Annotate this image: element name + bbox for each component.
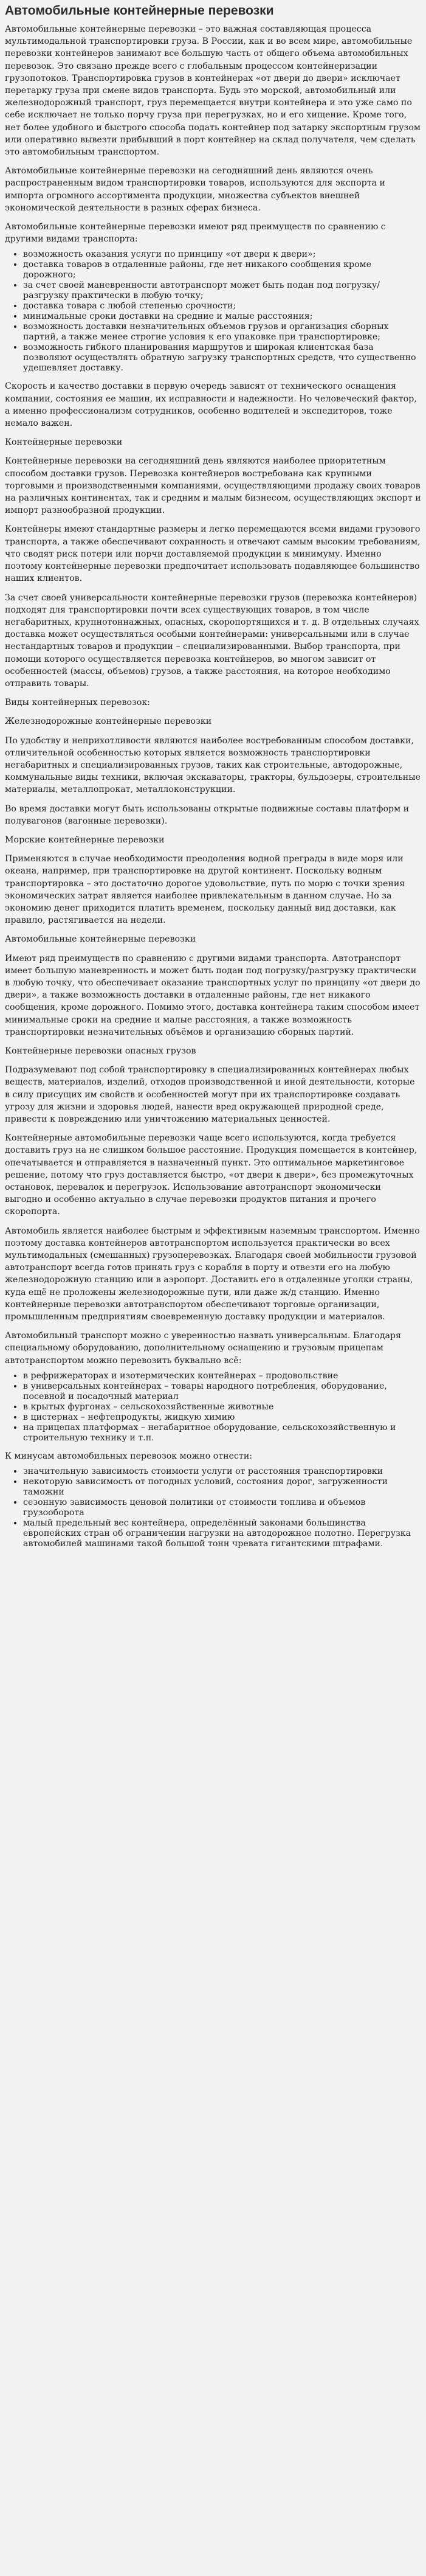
list-item: • малый предельный вес контейнера, определённый законами большинства европейских стран об ограничении нагрузки на автодорожное полотно. Перегрузка автомобилей машинами такой большой тонн чревата гигантскими штрафами. — [23, 1518, 421, 1549]
danger-paragraph: Подразумевают под собой транспортировку в специализированных контейнерах любых веществ, материалов, изделий, отходов производственной и иной деятельности, которые в силу присущих им свойств и особенностей могут при их транспортировке создавать угрозу для жизни и здоровья людей, нанести вред окружающей природной среде, привести к повреждению или уничтожению материальных ценностей. — [5, 1065, 415, 1125]
advantages-intro: Автомобильные контейнерные перевозки имеют ряд преимуществ по сравнению с другими видами транспорта: — [5, 222, 386, 245]
auto-paragraph-2: Контейнерные автомобильные перевозки чаще всего используются, когда требуется доставить груз на не слишком большое расстояние. Продукция помещается в контейнер, опечатывается и отправляется в назначенный пункт. Это оптимальное маркетинговое решение, потому что груз доставляется быстро, «от двери к двери», без промежуточных остановок, перевалок и перегрузок. Использование автотранспорт экономически выгодно и особенно актуально в случае перевозки продуктов питания и прочего скоропорта. — [5, 1133, 417, 1217]
list-item: • минимальные сроки доставки на средние и малые расстояния; — [23, 311, 421, 322]
standard-paragraph: Контейнеры имеют стандартные размеры и легко перемещаются всеми видами грузового транспорта, а также обеспечивают сохранность и отвечают самым высоким требованиям, что сводят риск потери или порчи доставляемой продукции к минимуму. Именно поэтому контейнерные перевозки предпочитает использовать подавляющее большинство наших клиентов. — [5, 524, 421, 584]
rail-heading: Железнодорожные контейнерные перевозки — [5, 717, 212, 727]
danger-heading: Контейнерные перевозки опасных грузов — [5, 1046, 196, 1056]
minuses-intro: К минусам автомобильных перевозок можно отнести: — [5, 1451, 253, 1461]
list-item: • за счет своей маневренности автотранспорт может быть подан под погрузку/разгрузку практически в любую точку; — [23, 280, 421, 301]
intro-paragraph: Автомобильные контейнерные перевозки – это важная составляющая процесса мультимодальной транспортировки груза. В России, как и во всем мире, автомобильные перевозки контейнеров занимают все большую часть от общего объема автомобильных перевозок. Это связано прежде всего с глобальным процессом контейнеризации грузопотоков. Транспортировка грузов в контейнерах «от двери до двери» исключает перетарку груза при смене видов транспорта. Будь это морской, автомобильный или железнодорожный транспорт, груз перемещается внутри контейнера и это уже само по себе исключает не только порчу груза при перегрузках, но и его хищение. Кроме того, нет более удобного и быстрого способа подать контейнер под затарку экспортным грузом или оперативно вывезти прибывший в порт контейнер на склад получателя, чем сделать это автомобильным транспортом. — [5, 24, 421, 158]
list-item: • некоторую зависимость от погодных условий, состояния дорог, загруженности таможни — [23, 1477, 421, 1498]
list-item: • в рефрижераторах и изотермических контейнерах – продовольствие — [23, 1371, 421, 1381]
auto-paragraph: Имеют ряд преимуществ по сравнению с другими видами транспорта. Автотранспорт имеет большую маневренность и может быть подан под погрузку/разгрузку практически в любую точку, что обеспечивает оказание транспортных услуг по принципу «от двери до двери», а также возможность доставки в отдаленные районы, где нет никакого сообщения, кроме дорожного. Помимо этого, доставка контейнера таким способом имеет минимальные сроки на средние и малые расстояния, а также возможность транспортировки незначительных объёмов и организацию сборных партий. — [5, 953, 421, 1037]
list-item: • значительную зависимость стоимости услуги от расстояния транспортировки — [23, 1467, 421, 1477]
list-item: • в универсальных контейнерах – товары народного потребления, оборудование, посевной и посадочный материал — [23, 1381, 421, 1402]
rail-paragraph-2: Во время доставки могут быть использованы открытые подвижные составы платформ и полувагонов (вагонные перевозки). — [5, 804, 410, 826]
list-item: • в цистернах – нефтепродукты, жидкую химию — [23, 1412, 421, 1423]
list-item: • доставка товаров в отдаленные районы, где нет никакого сообщения кроме дорожного; — [23, 260, 421, 280]
list-item: • возможность доставки незначительных объемов грузов и организация сборных партий, а также менее строгие условия к его упаковке при транспортировке; — [23, 322, 421, 342]
sea-heading: Морские контейнерные перевозки — [5, 835, 165, 845]
types-heading: Виды контейнерных перевозок: — [5, 698, 150, 708]
sea-paragraph: Применяются в случае необходимости преодоления водной преграды в виде моря или океана, например, при транспортировке на другой континент. Поскольку водным транспортировка – это достаточно дорогое удовольствие, путь по морю с точки зрения экономических затрат является наиболее привлекательным в данном случае. Но за экономию денег приходится платить временем, поскольку данный вид доставки, как правило, растягивается на недели. — [5, 854, 405, 926]
list-item: • сезонную зависимость ценовой политики от стоимости топлива и объемов грузооборота — [23, 1498, 421, 1518]
auto-heading: Автомобильные контейнерные перевозки — [5, 934, 196, 945]
list-item: • на прицепах платформах – негабаритное оборудование, сельскохозяйственную и строительную технику и т.п. — [23, 1423, 421, 1443]
container-paragraph: Контейнерные перевозки на сегодняшний день являются наиболее приоритетным способом доставки грузов. Перевозка контейнеров востребована как крупными торговыми и производственными компаниями, осуществляющими продажу своих товаров на различных континентах, так и средним и малым бизнесом, осуществляющих экспорт и импорт разнообразной продукции. — [5, 456, 421, 516]
list-item: • в крытых фургонах – сельскохозяйственные животные — [23, 1402, 421, 1412]
container-heading: Контейнерные перевозки — [5, 437, 123, 448]
speed-paragraph: Скорость и качество доставки в первую очередь зависят от технического оснащения компании, состояния ее машин, их исправности и надежности. Но человеческий фактор, а именно профессионализм сотрудников, особенно водителей и экспедиторов, тоже немало важен. — [5, 381, 417, 429]
equipment-list — [5, 1371, 421, 1443]
equipment-intro: Автомобильный транспорт можно с уверенностью назвать универсальным. Благодаря специальному оборудованию, дополнительному оснащению и грузовым прицепам автотранспортом можно перевозить буквально всё: — [5, 1331, 401, 1366]
minuses-list — [5, 1467, 421, 1549]
article-title: Автомобильные контейнерные перевозки — [5, 4, 274, 18]
list-item: • доставка товара с любой степенью срочности; — [23, 301, 421, 311]
universal-paragraph: За счет своей универсальности контейнерные перевозки грузов (перевозка контейнеров) подходят для транспортировки почти всех существующих товаров, в том числе негабаритных, крупнотоннажных, опасных, скоропортящихся и т. д. В отдельных случаях доставка может осуществляться особыми контейнерами: универсальными или в случае нестандартных товаров и продукции – специализированными. Выбор транспорта, при помощи которого осуществляется перевозка контейнеров, во многом зависит от особенностей (массы, объемов) грузов, а также расстояния, на которое необходимо отправить товары. — [5, 592, 419, 689]
popular-paragraph: Автомобильные контейнерные перевозки на сегодняшний день являются очень распространенным видом транспортировки товаров, используются для экспорта и импорта огромного ассортимента продукции, множества субъектов внешней экономической деятельности в разных сферах бизнеса. — [5, 166, 386, 213]
advantages-list — [5, 249, 421, 373]
list-item: • возможность гибкого планирования маршрутов и широкая клиентская база позволяют осуществлять обратную загрузку транспортных средств, что существенно удешевляет доставку. — [23, 342, 421, 373]
list-item: • возможность оказания услуги по принципу «от двери к двери»; — [23, 249, 421, 260]
mobile-paragraph: Автомобиль является наиболее быстрым и эффективным наземным транспортом. Именно поэтому доставка контейнеров автотранспортом используется практически во всех мультимодальных (смешанных) грузоперевозках. Благодаря своей мобильности грузовой автотранспорт всегда готов принять груз с корабля в порту и отвезти его на любую железнодорожную станцию или в аэропорт. Доставить его в отдаленные уголки страны, куда ещё не проложены железнодорожные пути, или даже ж/д станцию. Именно контейнерные перевозки автотранспортом обеспечивают торговые организации, промышленным предприятиям своевременную доставку продукции и материалов. — [5, 1226, 420, 1322]
rail-paragraph: По удобству и неприхотливости являются наиболее востребованным способом доставки, отличительной особенностью которых является возможность транспортировки негабаритных и специализированных грузов, таких как строительные, автодорожные, коммунальные виды техники, включая экскаваторы, тракторы, бульдозеры, строительные материалы, металлопрокат, металлоконструкции. — [5, 735, 421, 795]
